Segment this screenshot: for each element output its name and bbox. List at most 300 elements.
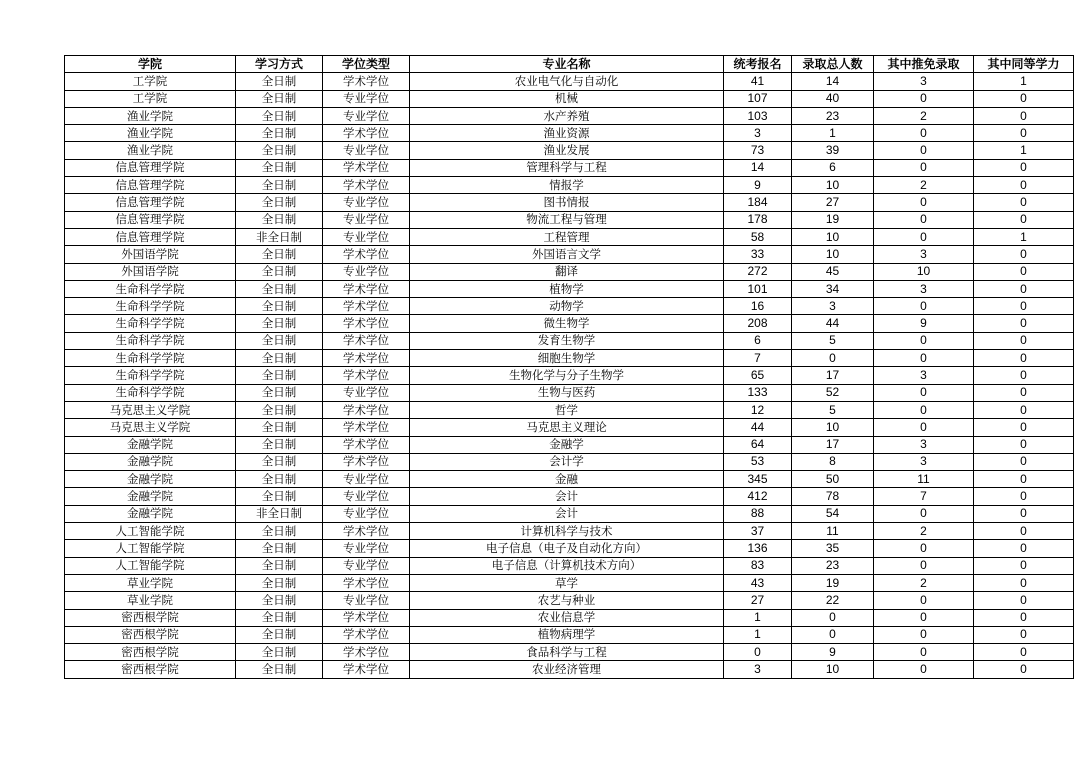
degree-type-cell: 学术学位 <box>323 644 410 661</box>
exam-applicants-cell: 6 <box>724 332 792 349</box>
study-mode-cell: 全日制 <box>236 142 323 159</box>
study-mode-cell: 全日制 <box>236 592 323 609</box>
total-admitted-cell: 10 <box>792 177 874 194</box>
exam-applicants-cell: 3 <box>724 661 792 678</box>
study-mode-cell: 非全日制 <box>236 505 323 522</box>
degree-type-cell: 专业学位 <box>323 211 410 228</box>
major-name-cell: 渔业资源 <box>410 125 724 142</box>
table-row <box>65 107 1074 124</box>
college-cell: 人工智能学院 <box>65 523 236 540</box>
college-cell: 渔业学院 <box>65 107 236 124</box>
total-admitted-cell: 10 <box>792 228 874 245</box>
total-admitted-cell: 39 <box>792 142 874 159</box>
equivalent-admitted-cell: 0 <box>974 574 1074 591</box>
degree-type-cell: 学术学位 <box>323 453 410 470</box>
degree-type-cell: 专业学位 <box>323 471 410 488</box>
recommended-admitted-cell: 3 <box>874 367 974 384</box>
total-admitted-cell: 3 <box>792 298 874 315</box>
study-mode-cell: 全日制 <box>236 194 323 211</box>
exam-applicants-cell: 0 <box>724 644 792 661</box>
recommended-admitted-cell: 0 <box>874 644 974 661</box>
equivalent-admitted-cell: 0 <box>974 350 1074 367</box>
college-cell: 信息管理学院 <box>65 211 236 228</box>
study-mode-cell: 全日制 <box>236 90 323 107</box>
major-name-cell: 动物学 <box>410 298 724 315</box>
study-mode-cell: 全日制 <box>236 574 323 591</box>
table-row <box>65 246 1074 263</box>
study-mode-cell: 全日制 <box>236 263 323 280</box>
equivalent-admitted-cell: 0 <box>974 401 1074 418</box>
table-row <box>65 142 1074 159</box>
recommended-admitted-cell: 0 <box>874 125 974 142</box>
degree-type-cell: 专业学位 <box>323 384 410 401</box>
study-mode-cell: 全日制 <box>236 246 323 263</box>
total-admitted-cell: 10 <box>792 661 874 678</box>
study-mode-cell: 全日制 <box>236 419 323 436</box>
equivalent-admitted-cell: 0 <box>974 471 1074 488</box>
total-admitted-cell: 27 <box>792 194 874 211</box>
total-admitted-cell: 0 <box>792 350 874 367</box>
study-mode-cell: 全日制 <box>236 298 323 315</box>
college-cell: 草业学院 <box>65 574 236 591</box>
header-major-name: 专业名称 <box>410 56 724 73</box>
college-cell: 工学院 <box>65 73 236 90</box>
college-cell: 生命科学学院 <box>65 315 236 332</box>
table-row <box>65 523 1074 540</box>
college-cell: 草业学院 <box>65 592 236 609</box>
study-mode-cell: 全日制 <box>236 211 323 228</box>
study-mode-cell: 全日制 <box>236 540 323 557</box>
recommended-admitted-cell: 3 <box>874 73 974 90</box>
table-row <box>65 384 1074 401</box>
major-name-cell: 电子信息（电子及自动化方向） <box>410 540 724 557</box>
college-cell: 信息管理学院 <box>65 177 236 194</box>
exam-applicants-cell: 107 <box>724 90 792 107</box>
equivalent-admitted-cell: 1 <box>974 73 1074 90</box>
equivalent-admitted-cell: 1 <box>974 142 1074 159</box>
degree-type-cell: 学术学位 <box>323 159 410 176</box>
major-name-cell: 农业信息学 <box>410 609 724 626</box>
header-degree-type: 学位类型 <box>323 56 410 73</box>
degree-type-cell: 专业学位 <box>323 194 410 211</box>
equivalent-admitted-cell: 0 <box>974 453 1074 470</box>
study-mode-cell: 全日制 <box>236 401 323 418</box>
degree-type-cell: 学术学位 <box>323 177 410 194</box>
exam-applicants-cell: 101 <box>724 280 792 297</box>
major-name-cell: 管理科学与工程 <box>410 159 724 176</box>
equivalent-admitted-cell: 0 <box>974 505 1074 522</box>
study-mode-cell: 全日制 <box>236 488 323 505</box>
header-recommended-admitted: 其中推免录取 <box>874 56 974 73</box>
recommended-admitted-cell: 3 <box>874 453 974 470</box>
equivalent-admitted-cell: 0 <box>974 263 1074 280</box>
major-name-cell: 发育生物学 <box>410 332 724 349</box>
study-mode-cell: 全日制 <box>236 453 323 470</box>
college-cell: 人工智能学院 <box>65 540 236 557</box>
college-cell: 信息管理学院 <box>65 194 236 211</box>
equivalent-admitted-cell: 0 <box>974 177 1074 194</box>
recommended-admitted-cell: 0 <box>874 90 974 107</box>
header-total-admitted: 录取总人数 <box>792 56 874 73</box>
major-name-cell: 农艺与种业 <box>410 592 724 609</box>
table-row <box>65 194 1074 211</box>
degree-type-cell: 专业学位 <box>323 592 410 609</box>
recommended-admitted-cell: 3 <box>874 246 974 263</box>
recommended-admitted-cell: 0 <box>874 401 974 418</box>
table-row <box>65 609 1074 626</box>
degree-type-cell: 学术学位 <box>323 436 410 453</box>
exam-applicants-cell: 16 <box>724 298 792 315</box>
study-mode-cell: 全日制 <box>236 661 323 678</box>
recommended-admitted-cell: 0 <box>874 609 974 626</box>
equivalent-admitted-cell: 0 <box>974 125 1074 142</box>
table-row <box>65 125 1074 142</box>
study-mode-cell: 全日制 <box>236 471 323 488</box>
equivalent-admitted-cell: 0 <box>974 90 1074 107</box>
major-name-cell: 情报学 <box>410 177 724 194</box>
recommended-admitted-cell: 0 <box>874 661 974 678</box>
college-cell: 人工智能学院 <box>65 557 236 574</box>
major-name-cell: 翻译 <box>410 263 724 280</box>
recommended-admitted-cell: 2 <box>874 523 974 540</box>
exam-applicants-cell: 136 <box>724 540 792 557</box>
exam-applicants-cell: 53 <box>724 453 792 470</box>
recommended-admitted-cell: 2 <box>874 107 974 124</box>
study-mode-cell: 全日制 <box>236 125 323 142</box>
college-cell: 金融学院 <box>65 453 236 470</box>
major-name-cell: 草学 <box>410 574 724 591</box>
degree-type-cell: 专业学位 <box>323 540 410 557</box>
exam-applicants-cell: 44 <box>724 419 792 436</box>
recommended-admitted-cell: 0 <box>874 194 974 211</box>
major-name-cell: 会计 <box>410 488 724 505</box>
degree-type-cell: 学术学位 <box>323 246 410 263</box>
total-admitted-cell: 35 <box>792 540 874 557</box>
recommended-admitted-cell: 0 <box>874 592 974 609</box>
study-mode-cell: 全日制 <box>236 280 323 297</box>
recommended-admitted-cell: 2 <box>874 177 974 194</box>
degree-type-cell: 学术学位 <box>323 332 410 349</box>
college-cell: 生命科学学院 <box>65 384 236 401</box>
total-admitted-cell: 19 <box>792 211 874 228</box>
college-cell: 生命科学学院 <box>65 367 236 384</box>
equivalent-admitted-cell: 0 <box>974 367 1074 384</box>
header-equivalent-admitted: 其中同等学力 <box>974 56 1074 73</box>
college-cell: 生命科学学院 <box>65 280 236 297</box>
study-mode-cell: 全日制 <box>236 177 323 194</box>
college-cell: 金融学院 <box>65 488 236 505</box>
total-admitted-cell: 45 <box>792 263 874 280</box>
table-row <box>65 574 1074 591</box>
major-name-cell: 农业电气化与自动化 <box>410 73 724 90</box>
total-admitted-cell: 5 <box>792 332 874 349</box>
total-admitted-cell: 6 <box>792 159 874 176</box>
degree-type-cell: 学术学位 <box>323 574 410 591</box>
recommended-admitted-cell: 0 <box>874 384 974 401</box>
total-admitted-cell: 34 <box>792 280 874 297</box>
header-row <box>65 56 1074 73</box>
table-row <box>65 177 1074 194</box>
degree-type-cell: 学术学位 <box>323 298 410 315</box>
equivalent-admitted-cell: 0 <box>974 557 1074 574</box>
total-admitted-cell: 22 <box>792 592 874 609</box>
college-cell: 马克思主义学院 <box>65 401 236 418</box>
recommended-admitted-cell: 0 <box>874 626 974 643</box>
equivalent-admitted-cell: 0 <box>974 540 1074 557</box>
college-cell: 马克思主义学院 <box>65 419 236 436</box>
equivalent-admitted-cell: 0 <box>974 159 1074 176</box>
major-name-cell: 生物与医药 <box>410 384 724 401</box>
total-admitted-cell: 50 <box>792 471 874 488</box>
degree-type-cell: 学术学位 <box>323 367 410 384</box>
exam-applicants-cell: 58 <box>724 228 792 245</box>
table-row <box>65 90 1074 107</box>
exam-applicants-cell: 208 <box>724 315 792 332</box>
exam-applicants-cell: 73 <box>724 142 792 159</box>
study-mode-cell: 全日制 <box>236 436 323 453</box>
equivalent-admitted-cell: 0 <box>974 280 1074 297</box>
study-mode-cell: 全日制 <box>236 367 323 384</box>
total-admitted-cell: 44 <box>792 315 874 332</box>
exam-applicants-cell: 64 <box>724 436 792 453</box>
college-cell: 生命科学学院 <box>65 332 236 349</box>
exam-applicants-cell: 37 <box>724 523 792 540</box>
total-admitted-cell: 40 <box>792 90 874 107</box>
equivalent-admitted-cell: 1 <box>974 228 1074 245</box>
table-row <box>65 298 1074 315</box>
total-admitted-cell: 17 <box>792 367 874 384</box>
major-name-cell: 金融学 <box>410 436 724 453</box>
table-row <box>65 540 1074 557</box>
major-name-cell: 细胞生物学 <box>410 350 724 367</box>
header-study-mode: 学习方式 <box>236 56 323 73</box>
table-row <box>65 488 1074 505</box>
table-row <box>65 453 1074 470</box>
major-name-cell: 渔业发展 <box>410 142 724 159</box>
recommended-admitted-cell: 3 <box>874 436 974 453</box>
degree-type-cell: 专业学位 <box>323 107 410 124</box>
equivalent-admitted-cell: 0 <box>974 332 1074 349</box>
study-mode-cell: 全日制 <box>236 332 323 349</box>
equivalent-admitted-cell: 0 <box>974 107 1074 124</box>
major-name-cell: 微生物学 <box>410 315 724 332</box>
equivalent-admitted-cell: 0 <box>974 194 1074 211</box>
exam-applicants-cell: 1 <box>724 626 792 643</box>
recommended-admitted-cell: 11 <box>874 471 974 488</box>
exam-applicants-cell: 345 <box>724 471 792 488</box>
total-admitted-cell: 19 <box>792 574 874 591</box>
major-name-cell: 植物学 <box>410 280 724 297</box>
college-cell: 金融学院 <box>65 505 236 522</box>
college-cell: 金融学院 <box>65 471 236 488</box>
study-mode-cell: 全日制 <box>236 107 323 124</box>
table-row <box>65 211 1074 228</box>
degree-type-cell: 学术学位 <box>323 523 410 540</box>
exam-applicants-cell: 272 <box>724 263 792 280</box>
equivalent-admitted-cell: 0 <box>974 661 1074 678</box>
degree-type-cell: 专业学位 <box>323 505 410 522</box>
equivalent-admitted-cell: 0 <box>974 644 1074 661</box>
degree-type-cell: 学术学位 <box>323 401 410 418</box>
table-row <box>65 626 1074 643</box>
equivalent-admitted-cell: 0 <box>974 246 1074 263</box>
study-mode-cell: 全日制 <box>236 644 323 661</box>
study-mode-cell: 全日制 <box>236 73 323 90</box>
exam-applicants-cell: 83 <box>724 557 792 574</box>
degree-type-cell: 专业学位 <box>323 90 410 107</box>
degree-type-cell: 学术学位 <box>323 280 410 297</box>
study-mode-cell: 全日制 <box>236 315 323 332</box>
recommended-admitted-cell: 0 <box>874 211 974 228</box>
table-row <box>65 644 1074 661</box>
study-mode-cell: 全日制 <box>236 159 323 176</box>
major-name-cell: 农业经济管理 <box>410 661 724 678</box>
total-admitted-cell: 0 <box>792 609 874 626</box>
degree-type-cell: 学术学位 <box>323 315 410 332</box>
equivalent-admitted-cell: 0 <box>974 609 1074 626</box>
table-row <box>65 263 1074 280</box>
table-row <box>65 332 1074 349</box>
study-mode-cell: 全日制 <box>236 384 323 401</box>
total-admitted-cell: 78 <box>792 488 874 505</box>
equivalent-admitted-cell: 0 <box>974 384 1074 401</box>
major-name-cell: 计算机科学与技术 <box>410 523 724 540</box>
total-admitted-cell: 11 <box>792 523 874 540</box>
recommended-admitted-cell: 0 <box>874 159 974 176</box>
college-cell: 生命科学学院 <box>65 298 236 315</box>
header-exam-applicants: 统考报名 <box>724 56 792 73</box>
recommended-admitted-cell: 0 <box>874 142 974 159</box>
table-row <box>65 367 1074 384</box>
equivalent-admitted-cell: 0 <box>974 523 1074 540</box>
table-row <box>65 280 1074 297</box>
major-name-cell: 马克思主义理论 <box>410 419 724 436</box>
major-name-cell: 机械 <box>410 90 724 107</box>
total-admitted-cell: 54 <box>792 505 874 522</box>
study-mode-cell: 全日制 <box>236 609 323 626</box>
degree-type-cell: 学术学位 <box>323 73 410 90</box>
exam-applicants-cell: 3 <box>724 125 792 142</box>
equivalent-admitted-cell: 0 <box>974 298 1074 315</box>
recommended-admitted-cell: 0 <box>874 540 974 557</box>
college-cell: 金融学院 <box>65 436 236 453</box>
recommended-admitted-cell: 3 <box>874 280 974 297</box>
exam-applicants-cell: 33 <box>724 246 792 263</box>
table-row <box>65 350 1074 367</box>
equivalent-admitted-cell: 0 <box>974 419 1074 436</box>
college-cell: 生命科学学院 <box>65 350 236 367</box>
exam-applicants-cell: 178 <box>724 211 792 228</box>
college-cell: 密西根学院 <box>65 661 236 678</box>
total-admitted-cell: 52 <box>792 384 874 401</box>
total-admitted-cell: 23 <box>792 557 874 574</box>
recommended-admitted-cell: 7 <box>874 488 974 505</box>
exam-applicants-cell: 1 <box>724 609 792 626</box>
major-name-cell: 电子信息（计算机技术方向） <box>410 557 724 574</box>
recommended-admitted-cell: 0 <box>874 228 974 245</box>
table-row <box>65 419 1074 436</box>
major-name-cell: 物流工程与管理 <box>410 211 724 228</box>
equivalent-admitted-cell: 0 <box>974 592 1074 609</box>
equivalent-admitted-cell: 0 <box>974 488 1074 505</box>
major-name-cell: 水产养殖 <box>410 107 724 124</box>
table-row <box>65 471 1074 488</box>
total-admitted-cell: 17 <box>792 436 874 453</box>
table-row <box>65 315 1074 332</box>
major-name-cell: 食品科学与工程 <box>410 644 724 661</box>
exam-applicants-cell: 9 <box>724 177 792 194</box>
table-row <box>65 73 1074 90</box>
college-cell: 密西根学院 <box>65 609 236 626</box>
equivalent-admitted-cell: 0 <box>974 436 1074 453</box>
degree-type-cell: 学术学位 <box>323 609 410 626</box>
total-admitted-cell: 10 <box>792 246 874 263</box>
exam-applicants-cell: 65 <box>724 367 792 384</box>
recommended-admitted-cell: 0 <box>874 298 974 315</box>
college-cell: 密西根学院 <box>65 626 236 643</box>
table-row <box>65 661 1074 678</box>
college-cell: 信息管理学院 <box>65 228 236 245</box>
study-mode-cell: 全日制 <box>236 626 323 643</box>
college-cell: 信息管理学院 <box>65 159 236 176</box>
major-name-cell: 会计 <box>410 505 724 522</box>
total-admitted-cell: 8 <box>792 453 874 470</box>
exam-applicants-cell: 184 <box>724 194 792 211</box>
college-cell: 工学院 <box>65 90 236 107</box>
degree-type-cell: 学术学位 <box>323 419 410 436</box>
recommended-admitted-cell: 0 <box>874 350 974 367</box>
total-admitted-cell: 0 <box>792 626 874 643</box>
degree-type-cell: 专业学位 <box>323 488 410 505</box>
admissions-table <box>64 55 1074 679</box>
table-body <box>65 73 1074 678</box>
degree-type-cell: 专业学位 <box>323 142 410 159</box>
table-row <box>65 557 1074 574</box>
degree-type-cell: 专业学位 <box>323 228 410 245</box>
college-cell: 渔业学院 <box>65 142 236 159</box>
major-name-cell: 植物病理学 <box>410 626 724 643</box>
exam-applicants-cell: 43 <box>724 574 792 591</box>
degree-type-cell: 学术学位 <box>323 350 410 367</box>
total-admitted-cell: 23 <box>792 107 874 124</box>
total-admitted-cell: 10 <box>792 419 874 436</box>
exam-applicants-cell: 412 <box>724 488 792 505</box>
study-mode-cell: 全日制 <box>236 557 323 574</box>
major-name-cell: 图书情报 <box>410 194 724 211</box>
equivalent-admitted-cell: 0 <box>974 211 1074 228</box>
recommended-admitted-cell: 0 <box>874 505 974 522</box>
exam-applicants-cell: 103 <box>724 107 792 124</box>
major-name-cell: 会计学 <box>410 453 724 470</box>
major-name-cell: 生物化学与分子生物学 <box>410 367 724 384</box>
recommended-admitted-cell: 10 <box>874 263 974 280</box>
equivalent-admitted-cell: 0 <box>974 626 1074 643</box>
exam-applicants-cell: 7 <box>724 350 792 367</box>
recommended-admitted-cell: 0 <box>874 332 974 349</box>
total-admitted-cell: 14 <box>792 73 874 90</box>
exam-applicants-cell: 14 <box>724 159 792 176</box>
recommended-admitted-cell: 0 <box>874 557 974 574</box>
equivalent-admitted-cell: 0 <box>974 315 1074 332</box>
exam-applicants-cell: 133 <box>724 384 792 401</box>
recommended-admitted-cell: 9 <box>874 315 974 332</box>
table-row <box>65 436 1074 453</box>
major-name-cell: 外国语言文学 <box>410 246 724 263</box>
college-cell: 渔业学院 <box>65 125 236 142</box>
total-admitted-cell: 1 <box>792 125 874 142</box>
study-mode-cell: 非全日制 <box>236 228 323 245</box>
recommended-admitted-cell: 2 <box>874 574 974 591</box>
